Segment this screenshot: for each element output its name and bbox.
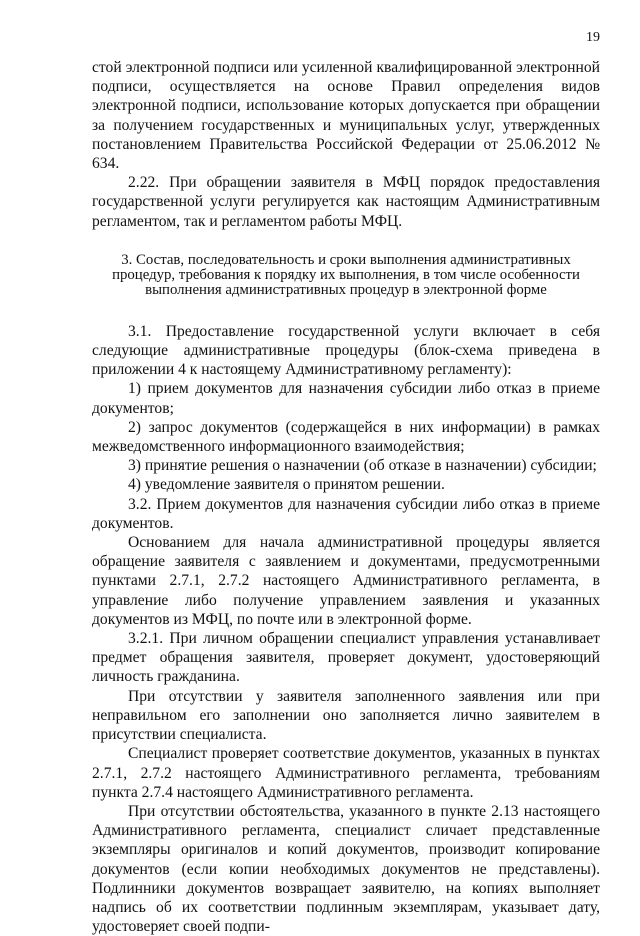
paragraph-2-22: 2.22. При обращении заявителя в МФЦ порядок предоставления государственной услуги регулируется как настоящим Административным регламентом, так и регламентом работы МФЦ. [92,174,600,230]
paragraph-3-1: 3.1. Предоставление государственной услуги включает в себя следующие административные процедуры (блок-схема приведена в приложении 4 к настоящему Административному регламенту): [92,322,600,379]
paragraph-basis: Основанием для начала административной процедуры является обращение заявителя с заявлением и документами, предусмотренными пунктами 2.7.1, 2.7.2 настоящего Административного регламента, в управление либо получение управлением заявления и указанных документов из МФЦ, по почте или в электронной форме. [92,534,600,628]
section-heading: 3. Состав, последовательность и сроки выполнения административных процедур, требования к порядку их выполнения, в том числе особенности выполнения административных процедур в электронной форме [112,251,580,298]
paragraph-continuation: стой электронной подписи или усиленной квалифицированной электронной подписи, осуществляется на основе Правил определения видов электронной подписи, использование которых допускается при обращении за получением государственных и муниципальных услуг, утвержденных постановлением Правительства Российской Федерации от 25.06.2012 № 634. [92,59,600,173]
list-item-2: 2) запрос документов (содержащейся в них информации) в рамках межведомственного информационного взаимодействия; [92,418,600,456]
list-item-4: 4) уведомление заявителя о принятом решении. [128,476,445,494]
paragraph-missing-application: При отсутствии у заявителя заполненного заявления или при неправильном его заполнении оно заполняется лично заявителем в присутствии специалиста. [92,687,600,744]
paragraph-absence-of-circumstance: При отсутствии обстоятельства, указанного в пункте 2.13 настоящего Административного регламента, специалист сличает представленные экземпляры оригиналов и копий документов, производит копирование документов (если копии необходимых документов не представлены). Подлинники документов возвращает заявителю, на копиях выполняет надпись об их соответствии подлинным экземплярам, указывает дату, удостоверяет своей подпи- [92,802,600,936]
document-body [92,58,600,936]
list-item-3: 3) принятие решения о назначении (об отказе в назначении) субсидии; [128,457,597,475]
paragraph-specialist-check: Специалист проверяет соответствие документов, указанных в пунктах 2.7.1, 2.7.2 настоящего Административного регламента, требованиям пункта 2.7.4 настоящего Административного регламента. [92,745,600,801]
paragraph-3-2-1: 3.2.1. При личном обращении специалист управления устанавливает предмет обращения заявителя, проверяет документ, удостоверяющий личность гражданина. [92,630,600,686]
list-item-1: 1) прием документов для назначения субсидии либо отказ в приеме документов; [92,380,600,417]
paragraph-3-2: 3.2. Прием документов для назначения субсидии либо отказ в приеме документов. [92,495,600,532]
page-number: 19 [586,30,600,45]
